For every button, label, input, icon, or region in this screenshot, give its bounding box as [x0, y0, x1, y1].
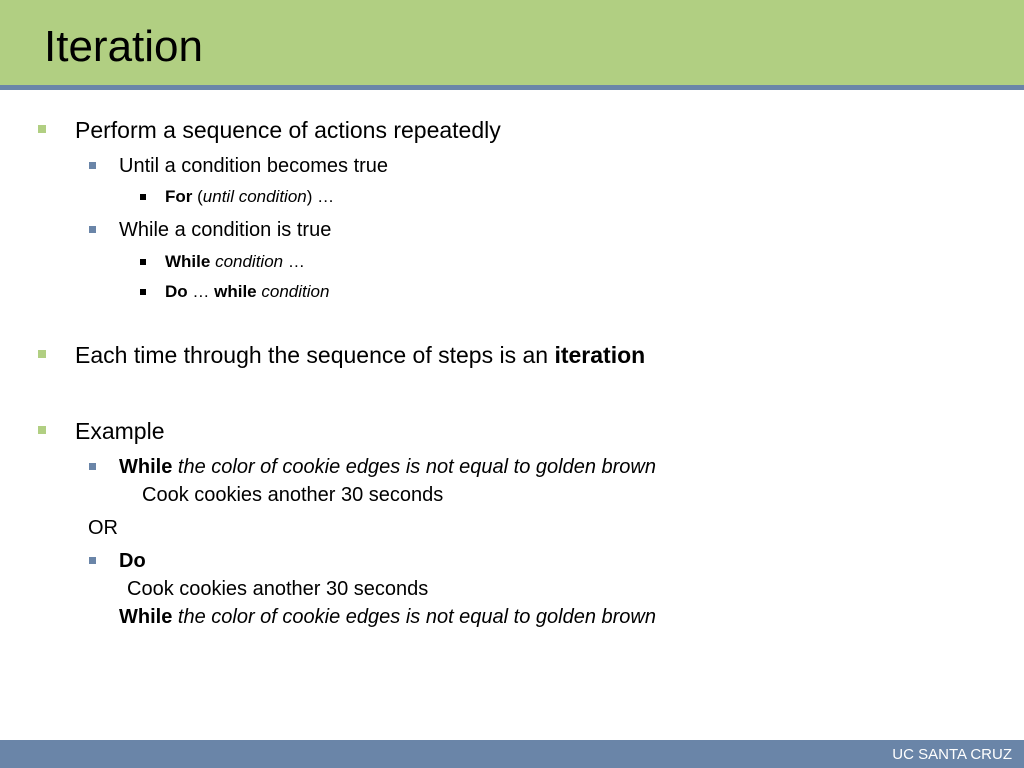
term-iteration: iteration	[554, 342, 646, 368]
ellipsis: …	[187, 282, 215, 301]
paren-close: ) …	[306, 187, 335, 206]
example-while	[119, 454, 656, 480]
level2-bullet	[89, 463, 96, 470]
bullet-text: Perform a sequence of actions repeatedly	[75, 117, 501, 143]
condition-text: condition	[210, 252, 284, 271]
bullet-text: Example	[75, 418, 165, 444]
bullet-text: Each time through the sequence of steps is an	[75, 342, 555, 368]
level1-bullet	[38, 350, 46, 358]
example-do-while	[119, 604, 656, 630]
keyword-while: While	[119, 456, 173, 478]
footer-bar	[0, 740, 1024, 768]
level1-bullet	[38, 125, 46, 133]
condition-text: the color of cookie edges is not equal to golden brown	[172, 456, 656, 478]
bullet-text: Until a condition becomes true	[119, 155, 389, 177]
bullet-until	[119, 153, 388, 179]
paren-open: (	[192, 187, 203, 206]
ellipsis: …	[283, 252, 305, 271]
or-separator	[88, 515, 118, 541]
level3-bullet	[140, 259, 146, 265]
keyword-while: while	[214, 282, 257, 301]
condition-text: condition	[256, 282, 330, 301]
condition-text: until condition	[202, 187, 307, 206]
level3-bullet	[140, 289, 146, 295]
example-do	[119, 548, 146, 574]
level1-bullet	[38, 426, 46, 434]
bullet-while-true	[119, 217, 331, 243]
bullet-example	[75, 416, 164, 446]
bullet-perform	[75, 115, 501, 145]
example-while-body	[142, 482, 443, 508]
example-do-body	[127, 576, 428, 602]
or-text: OR	[88, 517, 118, 539]
level2-bullet	[89, 557, 96, 564]
keyword-for: For	[165, 187, 193, 206]
keyword-while: While	[119, 606, 173, 628]
footer-brand: UC SANTA CRUZ	[892, 746, 1012, 763]
level2-bullet	[89, 162, 96, 169]
slide-title: Iteration	[44, 22, 203, 71]
bullet-for	[165, 186, 334, 208]
bullet-each-time	[75, 340, 645, 370]
level2-bullet	[89, 226, 96, 233]
keyword-while: While	[165, 252, 211, 271]
bullet-text: While a condition is true	[119, 219, 332, 241]
level3-bullet	[140, 194, 146, 200]
loop-body-text: Cook cookies another 30 seconds	[142, 484, 444, 506]
condition-text: the color of cookie edges is not equal to golden brown	[172, 606, 656, 628]
keyword-do: Do	[119, 550, 146, 572]
keyword-do: Do	[165, 282, 188, 301]
bullet-do-while	[165, 281, 329, 303]
bullet-while-condition	[165, 251, 305, 273]
loop-body-text: Cook cookies another 30 seconds	[127, 578, 429, 600]
